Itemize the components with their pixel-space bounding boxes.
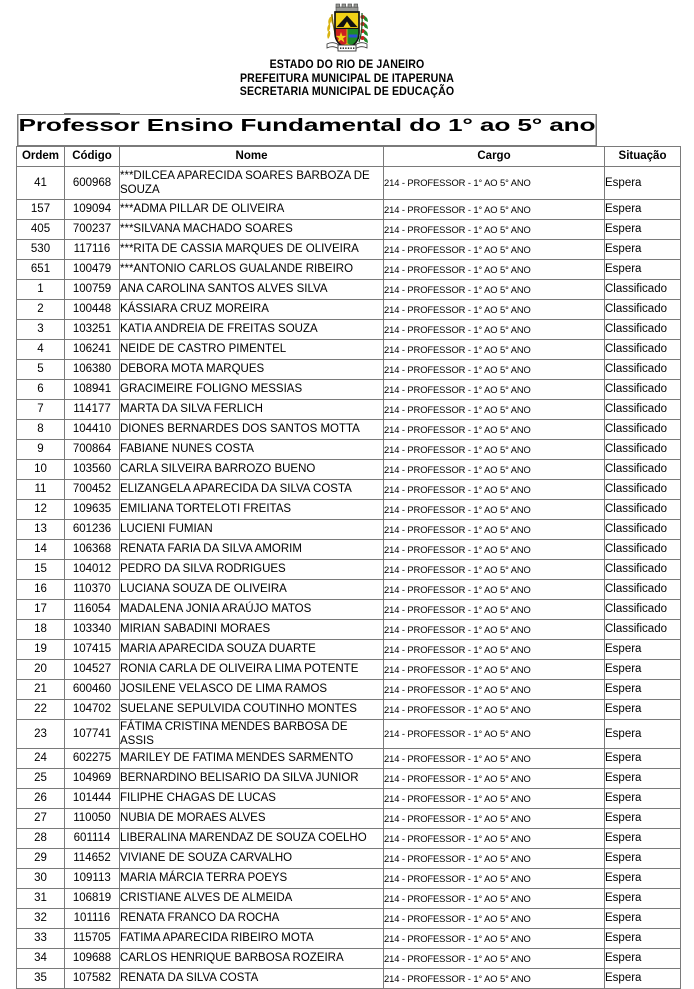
cell-situacao: Espera bbox=[605, 199, 681, 219]
cell-situacao: Espera bbox=[605, 639, 681, 659]
cell-cargo: 214 - PROFESSOR - 1° AO 5° ANO bbox=[384, 808, 605, 828]
table-row bbox=[17, 559, 681, 579]
cell-situacao: Espera bbox=[605, 788, 681, 808]
cell-cargo: 214 - PROFESSOR - 1° AO 5° ANO bbox=[384, 928, 605, 948]
cell-situacao: Espera bbox=[605, 828, 681, 848]
cell-codigo: 108941 bbox=[65, 379, 120, 399]
cell-ordem: 7 bbox=[17, 399, 65, 419]
table-row bbox=[17, 599, 681, 619]
cell-nome: ***SILVANA MACHADO SOARES bbox=[120, 219, 384, 239]
cell-codigo: 106368 bbox=[65, 539, 120, 559]
cell-cargo: 214 - PROFESSOR - 1° AO 5° ANO bbox=[384, 748, 605, 768]
cell-nome: MARILEY DE FATIMA MENDES SARMENTO bbox=[120, 748, 384, 768]
cell-nome: MARIA MÁRCIA TERRA POEYS bbox=[120, 868, 384, 888]
table-row bbox=[17, 419, 681, 439]
cell-ordem: 30 bbox=[17, 868, 65, 888]
cell-situacao: Classificado bbox=[605, 479, 681, 499]
cell-ordem: 651 bbox=[17, 259, 65, 279]
cell-cargo: 214 - PROFESSOR - 1° AO 5° ANO bbox=[384, 399, 605, 419]
cell-codigo: 110370 bbox=[65, 579, 120, 599]
cell-situacao: Espera bbox=[605, 748, 681, 768]
org-heading-city: PREFEITURA MUNICIPAL DE ITAPERUNA bbox=[239, 72, 455, 85]
cell-situacao: Espera bbox=[605, 848, 681, 868]
cell-codigo: 110050 bbox=[65, 808, 120, 828]
cell-codigo: 700864 bbox=[65, 439, 120, 459]
cell-nome: FILIPHE CHAGAS DE LUCAS bbox=[120, 788, 384, 808]
cell-codigo: 103251 bbox=[65, 319, 120, 339]
cell-ordem: 4 bbox=[17, 339, 65, 359]
table-row bbox=[17, 166, 681, 199]
cell-nome: KÁSSIARA CRUZ MOREIRA bbox=[120, 299, 384, 319]
cell-codigo: 104410 bbox=[65, 419, 120, 439]
table-body bbox=[17, 166, 681, 988]
cell-nome: RENATA FARIA DA SILVA AMORIM bbox=[120, 539, 384, 559]
table-row bbox=[17, 719, 681, 748]
cell-situacao: Classificado bbox=[605, 499, 681, 519]
cell-cargo: 214 - PROFESSOR - 1° AO 5° ANO bbox=[384, 499, 605, 519]
cell-nome: ***ADMA PILLAR DE OLIVEIRA bbox=[120, 199, 384, 219]
cell-codigo: 106241 bbox=[65, 339, 120, 359]
table-row bbox=[17, 539, 681, 559]
cell-situacao: Classificado bbox=[605, 619, 681, 639]
cell-situacao: Espera bbox=[605, 239, 681, 259]
cell-situacao: Espera bbox=[605, 768, 681, 788]
table-row bbox=[17, 479, 681, 499]
cell-nome: MADALENA JONIA ARAÚJO MATOS bbox=[120, 599, 384, 619]
cell-cargo: 214 - PROFESSOR - 1° AO 5° ANO bbox=[384, 848, 605, 868]
cell-cargo: 214 - PROFESSOR - 1° AO 5° ANO bbox=[384, 359, 605, 379]
cell-ordem: 26 bbox=[17, 788, 65, 808]
cell-nome: MIRIAN SABADINI MORAES bbox=[120, 619, 384, 639]
cell-cargo: 214 - PROFESSOR - 1° AO 5° ANO bbox=[384, 199, 605, 219]
cell-situacao: Classificado bbox=[605, 359, 681, 379]
cell-codigo: 103560 bbox=[65, 459, 120, 479]
cell-situacao: Espera bbox=[605, 659, 681, 679]
cell-cargo: 214 - PROFESSOR - 1° AO 5° ANO bbox=[384, 599, 605, 619]
cell-nome: ***RITA DE CASSIA MARQUES DE OLIVEIRA bbox=[120, 239, 384, 259]
cell-nome: FÁTIMA CRISTINA MENDES BARBOSA DE ASSIS bbox=[120, 719, 384, 748]
cell-cargo: 214 - PROFESSOR - 1° AO 5° ANO bbox=[384, 459, 605, 479]
cell-ordem: 14 bbox=[17, 539, 65, 559]
cell-codigo: 101444 bbox=[65, 788, 120, 808]
cell-cargo: 214 - PROFESSOR - 1° AO 5° ANO bbox=[384, 166, 605, 199]
table-row bbox=[17, 699, 681, 719]
table-row bbox=[17, 908, 681, 928]
cell-cargo: 214 - PROFESSOR - 1° AO 5° ANO bbox=[384, 219, 605, 239]
cell-nome: DIONES BERNARDES DOS SANTOS MOTTA bbox=[120, 419, 384, 439]
cell-ordem: 29 bbox=[17, 848, 65, 868]
table-row bbox=[17, 499, 681, 519]
cell-cargo: 214 - PROFESSOR - 1° AO 5° ANO bbox=[384, 968, 605, 988]
cell-situacao: Espera bbox=[605, 928, 681, 948]
cell-codigo: 700452 bbox=[65, 479, 120, 499]
cell-codigo: 101116 bbox=[65, 908, 120, 928]
cell-nome: ELIZANGELA APARECIDA DA SILVA COSTA bbox=[120, 479, 384, 499]
cell-codigo: 109113 bbox=[65, 868, 120, 888]
table-row bbox=[17, 968, 681, 988]
cell-ordem: 15 bbox=[17, 559, 65, 579]
cell-situacao: Espera bbox=[605, 166, 681, 199]
cell-codigo: 104702 bbox=[65, 699, 120, 719]
org-heading-department: SECRETARIA MUNICIPAL DE EDUCAÇÃO bbox=[239, 86, 455, 98]
cell-codigo: 100759 bbox=[65, 279, 120, 299]
cell-cargo: 214 - PROFESSOR - 1° AO 5° ANO bbox=[384, 868, 605, 888]
cell-ordem: 5 bbox=[17, 359, 65, 379]
cell-ordem: 11 bbox=[17, 479, 65, 499]
cell-situacao: Espera bbox=[605, 948, 681, 968]
cell-cargo: 214 - PROFESSOR - 1° AO 5° ANO bbox=[384, 659, 605, 679]
cell-codigo: 107415 bbox=[65, 639, 120, 659]
cell-cargo: 214 - PROFESSOR - 1° AO 5° ANO bbox=[384, 319, 605, 339]
column-header-situacao: Situação bbox=[605, 146, 681, 166]
cell-nome: DEBORA MOTA MARQUES bbox=[120, 359, 384, 379]
table-row bbox=[17, 639, 681, 659]
cell-situacao: Espera bbox=[605, 679, 681, 699]
table-row bbox=[17, 579, 681, 599]
cell-situacao: Classificado bbox=[605, 459, 681, 479]
cell-codigo: 116054 bbox=[65, 599, 120, 619]
table-row bbox=[17, 279, 681, 299]
cell-ordem: 18 bbox=[17, 619, 65, 639]
cell-ordem: 28 bbox=[17, 828, 65, 848]
cell-situacao: Espera bbox=[605, 968, 681, 988]
cell-nome: LUCIANA SOUZA DE OLIVEIRA bbox=[120, 579, 384, 599]
cell-situacao: Classificado bbox=[605, 379, 681, 399]
cell-ordem: 41 bbox=[17, 166, 65, 199]
table-row bbox=[17, 199, 681, 219]
cell-nome: NEIDE DE CASTRO PIMENTEL bbox=[120, 339, 384, 359]
cell-ordem: 6 bbox=[17, 379, 65, 399]
cell-codigo: 602275 bbox=[65, 748, 120, 768]
cell-codigo: 104527 bbox=[65, 659, 120, 679]
table-row bbox=[17, 619, 681, 639]
cell-codigo: 114177 bbox=[65, 399, 120, 419]
cell-cargo: 214 - PROFESSOR - 1° AO 5° ANO bbox=[384, 419, 605, 439]
cell-cargo: 214 - PROFESSOR - 1° AO 5° ANO bbox=[384, 828, 605, 848]
table-row bbox=[17, 359, 681, 379]
table-row bbox=[17, 828, 681, 848]
cell-ordem: 3 bbox=[17, 319, 65, 339]
cell-nome: RENATA FRANCO DA ROCHA bbox=[120, 908, 384, 928]
table-row bbox=[17, 928, 681, 948]
cell-cargo: 214 - PROFESSOR - 1° AO 5° ANO bbox=[384, 619, 605, 639]
column-header-cargo: Cargo bbox=[384, 146, 605, 166]
table-head bbox=[17, 114, 681, 167]
page-title: Professor Ensino Fundamental do 1° ao 5° ano bbox=[17, 114, 597, 146]
candidate-listing-table bbox=[16, 113, 681, 989]
table-row bbox=[17, 768, 681, 788]
cell-ordem: 23 bbox=[17, 719, 65, 748]
cell-cargo: 214 - PROFESSOR - 1° AO 5° ANO bbox=[384, 279, 605, 299]
cell-ordem: 2 bbox=[17, 299, 65, 319]
cell-codigo: 104012 bbox=[65, 559, 120, 579]
cell-ordem: 19 bbox=[17, 639, 65, 659]
cell-cargo: 214 - PROFESSOR - 1° AO 5° ANO bbox=[384, 579, 605, 599]
cell-cargo: 214 - PROFESSOR - 1° AO 5° ANO bbox=[384, 719, 605, 748]
cell-nome: MARTA DA SILVA FERLICH bbox=[120, 399, 384, 419]
cell-nome: JOSILENE VELASCO DE LIMA RAMOS bbox=[120, 679, 384, 699]
cell-cargo: 214 - PROFESSOR - 1° AO 5° ANO bbox=[384, 379, 605, 399]
cell-nome: FATIMA APARECIDA RIBEIRO MOTA bbox=[120, 928, 384, 948]
org-heading bbox=[28, 59, 666, 100]
cell-situacao: Classificado bbox=[605, 559, 681, 579]
cell-situacao: Classificado bbox=[605, 539, 681, 559]
table-row bbox=[17, 868, 681, 888]
itaperuna-coat-of-arms-icon bbox=[319, 3, 375, 55]
cell-nome: ANA CAROLINA SANTOS ALVES SILVA bbox=[120, 279, 384, 299]
cell-nome: GRACIMEIRE FOLIGNO MESSIAS bbox=[120, 379, 384, 399]
cell-nome: NUBIA DE MORAES ALVES bbox=[120, 808, 384, 828]
cell-ordem: 405 bbox=[17, 219, 65, 239]
cell-nome: ***ANTONIO CARLOS GUALANDE RIBEIRO bbox=[120, 259, 384, 279]
cell-codigo: 106380 bbox=[65, 359, 120, 379]
cell-situacao: Classificado bbox=[605, 599, 681, 619]
cell-situacao: Classificado bbox=[605, 399, 681, 419]
cell-codigo: 601236 bbox=[65, 519, 120, 539]
cell-nome: MARIA APARECIDA SOUZA DUARTE bbox=[120, 639, 384, 659]
cell-ordem: 8 bbox=[17, 419, 65, 439]
cell-situacao: Classificado bbox=[605, 299, 681, 319]
cell-situacao: Espera bbox=[605, 719, 681, 748]
cell-nome: PEDRO DA SILVA RODRIGUES bbox=[120, 559, 384, 579]
cell-cargo: 214 - PROFESSOR - 1° AO 5° ANO bbox=[384, 479, 605, 499]
cell-nome: CRISTIANE ALVES DE ALMEIDA bbox=[120, 888, 384, 908]
cell-codigo: 109635 bbox=[65, 499, 120, 519]
cell-codigo: 103340 bbox=[65, 619, 120, 639]
cell-cargo: 214 - PROFESSOR - 1° AO 5° ANO bbox=[384, 888, 605, 908]
cell-ordem: 530 bbox=[17, 239, 65, 259]
cell-nome: RONIA CARLA DE OLIVEIRA LIMA POTENTE bbox=[120, 659, 384, 679]
cell-ordem: 21 bbox=[17, 679, 65, 699]
org-heading-state: ESTADO DO RIO DE JANEIRO bbox=[269, 59, 425, 71]
cell-cargo: 214 - PROFESSOR - 1° AO 5° ANO bbox=[384, 908, 605, 928]
cell-nome: LIBERALINA MARENDAZ DE SOUZA COELHO bbox=[120, 828, 384, 848]
cell-ordem: 13 bbox=[17, 519, 65, 539]
cell-nome: RENATA DA SILVA COSTA bbox=[120, 968, 384, 988]
cell-situacao: Espera bbox=[605, 808, 681, 828]
cell-ordem: 17 bbox=[17, 599, 65, 619]
table-column-header-row bbox=[17, 146, 681, 166]
cell-cargo: 214 - PROFESSOR - 1° AO 5° ANO bbox=[384, 639, 605, 659]
letterhead bbox=[0, 0, 694, 100]
listing-table-container bbox=[16, 113, 680, 989]
cell-cargo: 214 - PROFESSOR - 1° AO 5° ANO bbox=[384, 699, 605, 719]
cell-situacao: Classificado bbox=[605, 519, 681, 539]
cell-codigo: 600460 bbox=[65, 679, 120, 699]
table-row bbox=[17, 848, 681, 868]
table-row bbox=[17, 948, 681, 968]
cell-situacao: Classificado bbox=[605, 579, 681, 599]
cell-nome: FABIANE NUNES COSTA bbox=[120, 439, 384, 459]
table-row bbox=[17, 259, 681, 279]
cell-cargo: 214 - PROFESSOR - 1° AO 5° ANO bbox=[384, 239, 605, 259]
cell-codigo: 100479 bbox=[65, 259, 120, 279]
table-row bbox=[17, 319, 681, 339]
cell-ordem: 16 bbox=[17, 579, 65, 599]
cell-nome: ***DILCEA APARECIDA SOARES BARBOZA DE SOUZA bbox=[120, 166, 384, 199]
cell-cargo: 214 - PROFESSOR - 1° AO 5° ANO bbox=[384, 948, 605, 968]
cell-codigo: 700237 bbox=[65, 219, 120, 239]
cell-nome: CARLOS HENRIQUE BARBOSA ROZEIRA bbox=[120, 948, 384, 968]
table-row bbox=[17, 748, 681, 768]
table-row bbox=[17, 299, 681, 319]
cell-situacao: Classificado bbox=[605, 419, 681, 439]
cell-situacao: Espera bbox=[605, 259, 681, 279]
table-row bbox=[17, 519, 681, 539]
cell-situacao: Espera bbox=[605, 888, 681, 908]
cell-cargo: 214 - PROFESSOR - 1° AO 5° ANO bbox=[384, 679, 605, 699]
cell-ordem: 33 bbox=[17, 928, 65, 948]
cell-situacao: Espera bbox=[605, 908, 681, 928]
table-row bbox=[17, 888, 681, 908]
cell-situacao: Espera bbox=[605, 868, 681, 888]
cell-codigo: 109688 bbox=[65, 948, 120, 968]
cell-ordem: 24 bbox=[17, 748, 65, 768]
cell-codigo: 109094 bbox=[65, 199, 120, 219]
cell-ordem: 34 bbox=[17, 948, 65, 968]
cell-nome: EMILIANA TORTELOTI FREITAS bbox=[120, 499, 384, 519]
cell-cargo: 214 - PROFESSOR - 1° AO 5° ANO bbox=[384, 339, 605, 359]
cell-ordem: 31 bbox=[17, 888, 65, 908]
cell-situacao: Espera bbox=[605, 699, 681, 719]
table-title-row bbox=[17, 114, 681, 147]
table-row bbox=[17, 399, 681, 419]
table-row bbox=[17, 659, 681, 679]
cell-cargo: 214 - PROFESSOR - 1° AO 5° ANO bbox=[384, 788, 605, 808]
cell-cargo: 214 - PROFESSOR - 1° AO 5° ANO bbox=[384, 259, 605, 279]
cell-nome: BERNARDINO BELISARIO DA SILVA JUNIOR bbox=[120, 768, 384, 788]
cell-codigo: 114652 bbox=[65, 848, 120, 868]
cell-cargo: 214 - PROFESSOR - 1° AO 5° ANO bbox=[384, 439, 605, 459]
cell-ordem: 1 bbox=[17, 279, 65, 299]
column-header-ordem: Ordem bbox=[17, 146, 65, 166]
cell-codigo: 600968 bbox=[65, 166, 120, 199]
cell-ordem: 25 bbox=[17, 768, 65, 788]
table-row bbox=[17, 679, 681, 699]
cell-ordem: 9 bbox=[17, 439, 65, 459]
table-row bbox=[17, 788, 681, 808]
table-row bbox=[17, 808, 681, 828]
cell-ordem: 20 bbox=[17, 659, 65, 679]
cell-ordem: 10 bbox=[17, 459, 65, 479]
cell-situacao: Classificado bbox=[605, 319, 681, 339]
table-row bbox=[17, 379, 681, 399]
column-header-nome: Nome bbox=[120, 146, 384, 166]
cell-ordem: 22 bbox=[17, 699, 65, 719]
table-row bbox=[17, 439, 681, 459]
cell-nome: LUCIENI FUMIAN bbox=[120, 519, 384, 539]
cell-ordem: 35 bbox=[17, 968, 65, 988]
cell-cargo: 214 - PROFESSOR - 1° AO 5° ANO bbox=[384, 539, 605, 559]
table-row bbox=[17, 239, 681, 259]
cell-ordem: 157 bbox=[17, 199, 65, 219]
table-row bbox=[17, 339, 681, 359]
cell-codigo: 107582 bbox=[65, 968, 120, 988]
cell-codigo: 117116 bbox=[65, 239, 120, 259]
cell-situacao: Classificado bbox=[605, 339, 681, 359]
table-row bbox=[17, 219, 681, 239]
cell-cargo: 214 - PROFESSOR - 1° AO 5° ANO bbox=[384, 768, 605, 788]
cell-cargo: 214 - PROFESSOR - 1° AO 5° ANO bbox=[384, 299, 605, 319]
cell-codigo: 100448 bbox=[65, 299, 120, 319]
cell-nome: VIVIANE DE SOUZA CARVALHO bbox=[120, 848, 384, 868]
column-header-codigo: Código bbox=[65, 146, 120, 166]
cell-cargo: 214 - PROFESSOR - 1° AO 5° ANO bbox=[384, 559, 605, 579]
cell-nome: KATIA ANDREIA DE FREITAS SOUZA bbox=[120, 319, 384, 339]
cell-codigo: 106819 bbox=[65, 888, 120, 908]
cell-cargo: 214 - PROFESSOR - 1° AO 5° ANO bbox=[384, 519, 605, 539]
cell-nome: SUELANE SEPULVIDA COUTINHO MONTES bbox=[120, 699, 384, 719]
cell-codigo: 104969 bbox=[65, 768, 120, 788]
cell-ordem: 27 bbox=[17, 808, 65, 828]
cell-situacao: Espera bbox=[605, 219, 681, 239]
table-row bbox=[17, 459, 681, 479]
cell-codigo: 107741 bbox=[65, 719, 120, 748]
cell-situacao: Classificado bbox=[605, 279, 681, 299]
cell-ordem: 12 bbox=[17, 499, 65, 519]
cell-ordem: 32 bbox=[17, 908, 65, 928]
cell-nome: CARLA SILVEIRA BARROZO BUENO bbox=[120, 459, 384, 479]
cell-codigo: 115705 bbox=[65, 928, 120, 948]
cell-codigo: 601114 bbox=[65, 828, 120, 848]
cell-situacao: Classificado bbox=[605, 439, 681, 459]
